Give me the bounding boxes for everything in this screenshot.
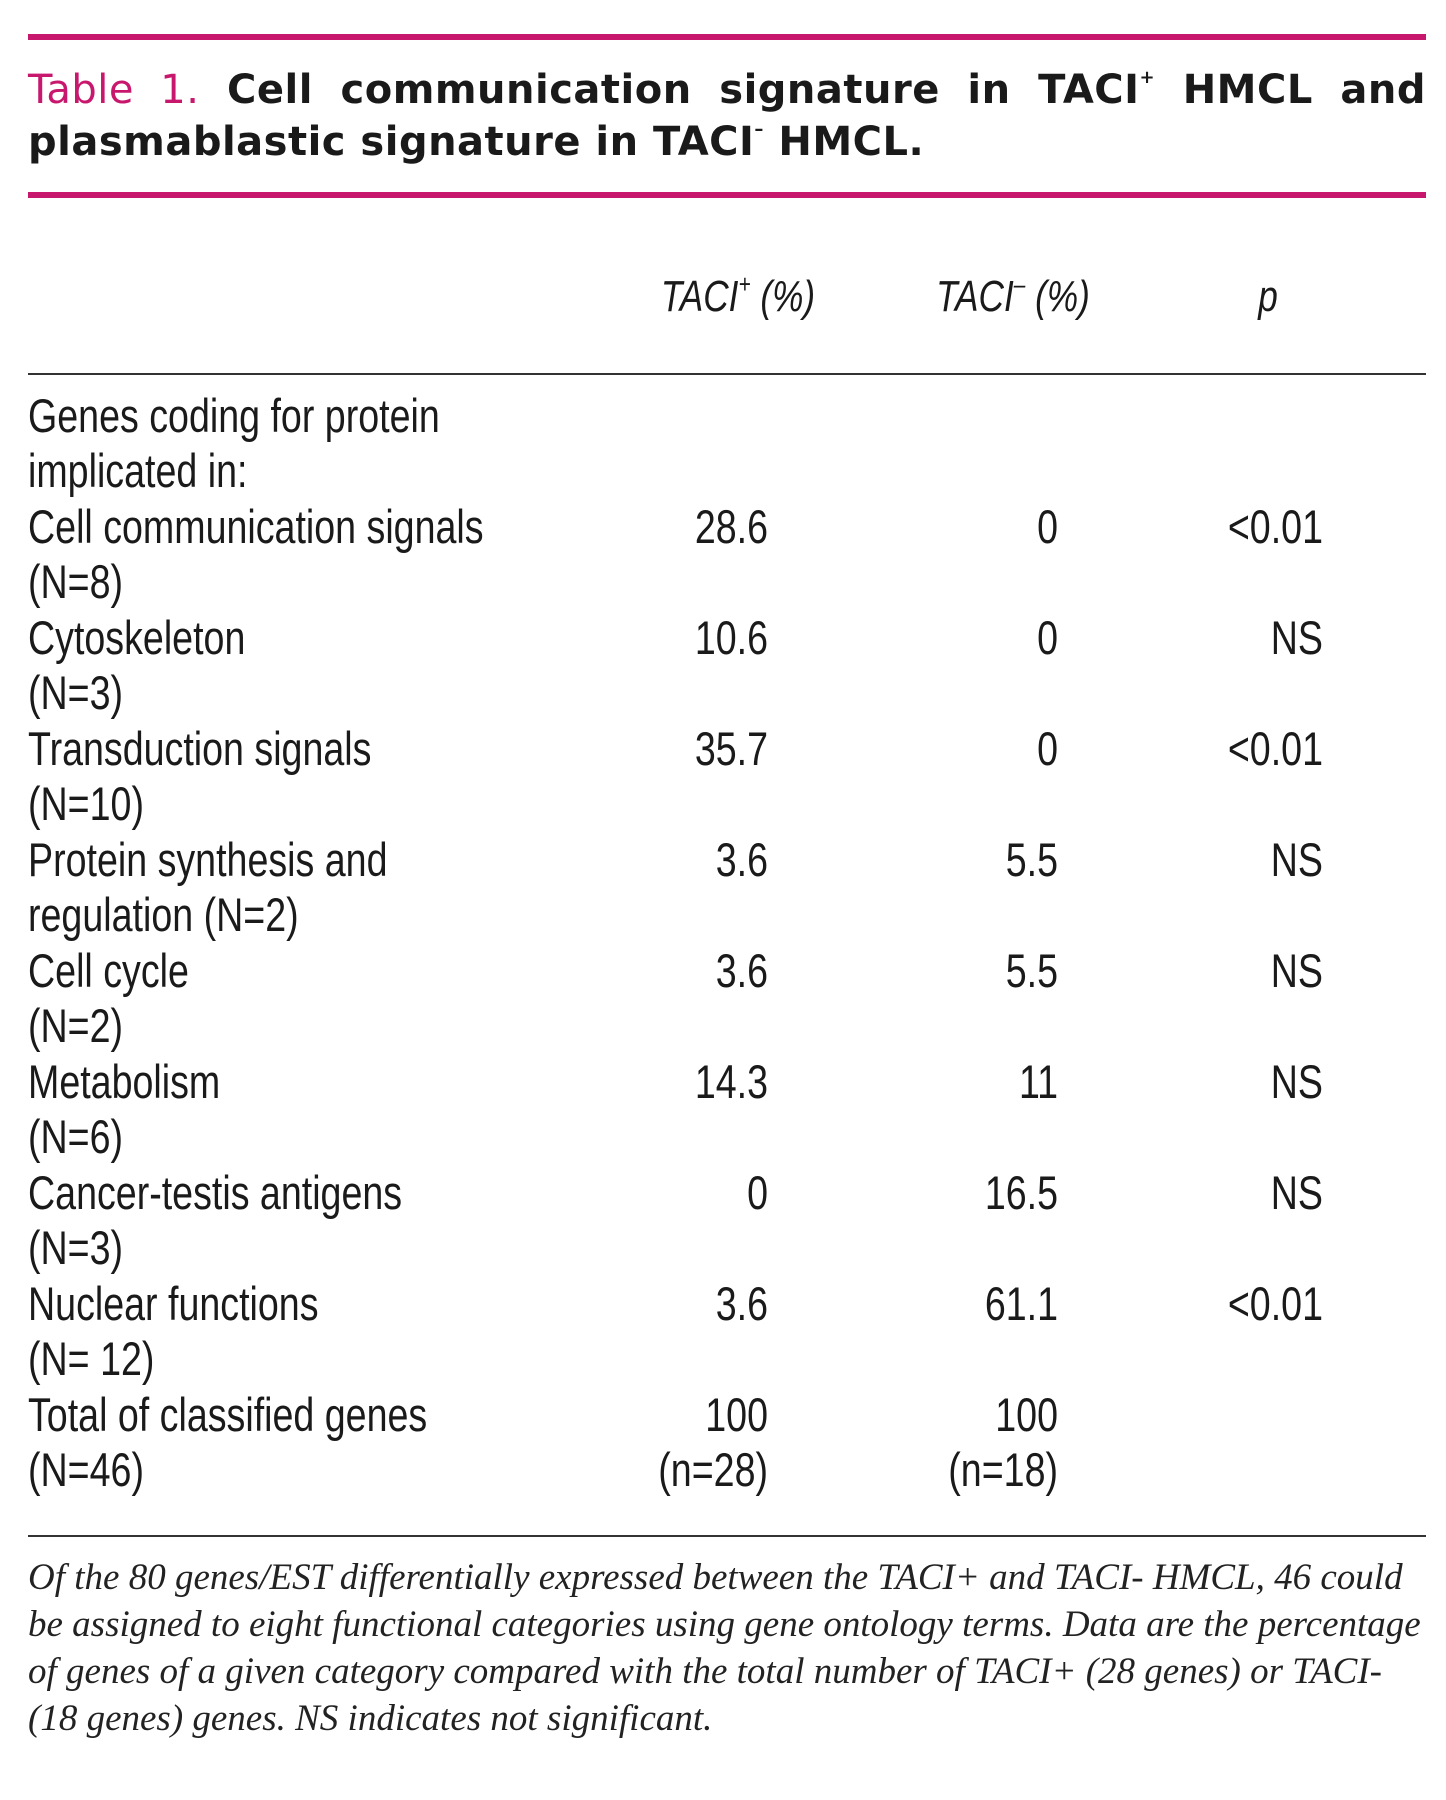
table-row	[28, 832, 1426, 943]
table-row	[28, 1387, 1426, 1498]
taci-minus-value: 5.5	[1005, 944, 1058, 997]
p-value: NS	[1270, 1055, 1323, 1108]
taci-plus-value: 28.6	[694, 500, 768, 553]
taci-plus-value: 35.7	[694, 722, 768, 775]
taci-plus-value: 14.3	[694, 1055, 768, 1108]
p-value: <0.01	[1227, 1277, 1323, 1330]
row-label: Genes coding for protein implicated in:	[28, 389, 440, 497]
table-row	[28, 610, 1426, 721]
footer-divider	[28, 1535, 1426, 1537]
table-footnote: Of the 80 genes/EST differentially expressed between the TACI+ and TACI- HMCL, 46 could be assigned to eight functional categories using gene ontology terms. Data are the percentage of genes of a given category compared with the total number of TACI+ (28 genes) or TACI- (18 genes) genes. NS indicates not significant.	[28, 1557, 1421, 1739]
taci-minus-value: 0	[1037, 611, 1058, 664]
taci-minus-value: 0	[1037, 722, 1058, 775]
caption-text-3: HMCL.	[763, 119, 925, 165]
table-row	[28, 721, 1426, 832]
table-body	[28, 388, 1426, 1498]
table-row	[28, 1165, 1426, 1276]
p-value: NS	[1270, 611, 1323, 664]
table-row	[28, 499, 1426, 610]
taci-plus-value: 3.6	[715, 944, 768, 997]
taci-minus-value: 11	[1018, 1055, 1058, 1108]
row-label: Cancer-testis antigens (N=3)	[28, 1166, 403, 1274]
p-value: NS	[1270, 833, 1323, 886]
column-header-taci-minus: TACI– (%)	[936, 269, 1090, 321]
taci-plus-value: 10.6	[694, 611, 768, 664]
table-row	[28, 1054, 1426, 1165]
top-divider	[28, 34, 1426, 40]
taci-minus-value: 100 (n=18)	[948, 1388, 1058, 1496]
caption-divider	[28, 192, 1426, 198]
table-row	[28, 943, 1426, 1054]
taci-minus-value: 61.1	[984, 1277, 1058, 1330]
caption-sup-plus: +	[1139, 67, 1156, 88]
row-label: Cell communication signals (N=8)	[28, 500, 484, 608]
caption-label: Table 1.	[28, 67, 200, 113]
row-label: Metabolism (N=6)	[28, 1055, 221, 1163]
header-divider	[28, 373, 1426, 375]
column-header-taci-plus: TACI+ (%)	[660, 269, 816, 321]
taci-minus-value: 0	[1037, 500, 1058, 553]
table-caption	[28, 64, 1426, 168]
p-value: NS	[1270, 1166, 1323, 1219]
taci-minus-value: 5.5	[1005, 833, 1058, 886]
row-label: Protein synthesis and regulation (N=2)	[28, 833, 388, 941]
table-row	[28, 388, 1426, 499]
p-value: NS	[1270, 944, 1323, 997]
table-row	[28, 1276, 1426, 1387]
row-label: Cell cycle (N=2)	[28, 944, 189, 1052]
caption-text-1: Cell communication signature in TACI	[199, 67, 1140, 113]
taci-plus-value: 0	[747, 1166, 768, 1219]
row-label: Nuclear functions (N= 12)	[28, 1277, 319, 1385]
taci-plus-value: 100 (n=28)	[658, 1388, 768, 1496]
caption-sup-minus: –	[754, 119, 764, 140]
row-label: Total of classified genes (N=46)	[28, 1388, 428, 1496]
taci-plus-value: 3.6	[715, 1277, 768, 1330]
column-header-p: p	[1258, 272, 1278, 321]
p-value: <0.01	[1227, 500, 1323, 553]
p-value: <0.01	[1227, 722, 1323, 775]
row-label: Cytoskeleton (N=3)	[28, 611, 246, 719]
taci-minus-value: 16.5	[984, 1166, 1058, 1219]
row-label: Transduction signals (N=10)	[28, 722, 372, 830]
caption-text-2: HMCL and plasmablastic signature in TACI	[28, 67, 1426, 165]
table-figure	[28, 0, 1426, 1800]
taci-plus-value: 3.6	[715, 833, 768, 886]
